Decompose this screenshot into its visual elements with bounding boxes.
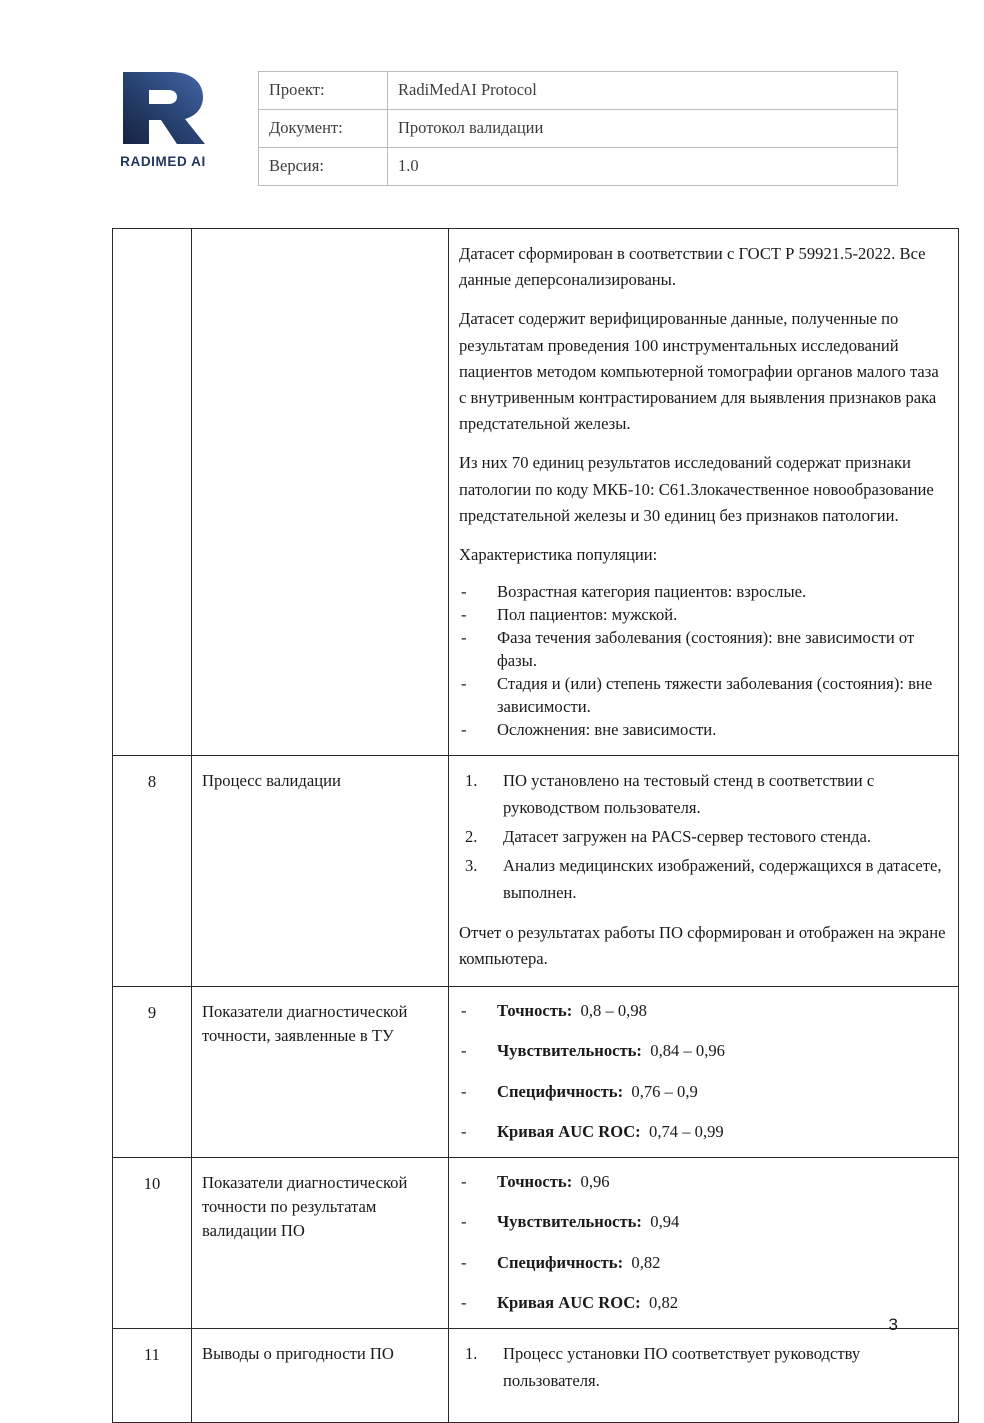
list-item — [459, 1291, 948, 1314]
list-item — [459, 768, 948, 822]
list-item — [459, 1210, 948, 1233]
dash-bullet-icon: - — [461, 1172, 467, 1192]
list-item — [459, 719, 948, 742]
info-value-version: 1.0 — [388, 148, 898, 186]
page-header — [0, 0, 984, 210]
list-marker: 3. — [465, 856, 478, 876]
list-item — [459, 999, 948, 1022]
dash-bullet-icon: - — [461, 605, 467, 625]
row-content-cell — [449, 229, 959, 756]
validation-report-paragraph: Отчет о результатах работы ПО сформирован и отображен на экране компьютера. — [459, 922, 946, 969]
metric-value-text: 0,74 – 0,99 — [649, 1121, 724, 1141]
declared-metrics-list — [459, 999, 948, 1143]
dash-bullet-icon: - — [461, 1252, 467, 1272]
row-number-cell: 8 — [113, 756, 192, 987]
info-row-document — [259, 110, 898, 148]
metric-label: Специфичность: — [497, 1252, 624, 1272]
metric-value-text: 0,96 — [580, 1172, 610, 1192]
metric-value-text: 0,94 — [650, 1212, 680, 1232]
row-content-cell — [449, 1158, 959, 1329]
validation-steps-list — [459, 768, 948, 906]
document-info-table — [258, 71, 898, 186]
list-item-text: Датасет загружен на PACS-сервер тестового стенда. — [503, 827, 872, 847]
list-item — [459, 604, 948, 627]
conclusions-list — [459, 1341, 948, 1395]
list-item — [459, 1080, 948, 1103]
metric-label: Кривая AUC ROC: — [497, 1292, 641, 1312]
page-number: 3 — [888, 1315, 898, 1334]
info-value-document: Протокол валидации — [388, 110, 898, 148]
validation-protocol-table — [112, 228, 959, 1423]
dataset-paragraph-gost: Датасет сформирован в соответствии с ГОСТ Р 59921.5-2022. Все данные деперсонализированы. — [459, 244, 926, 290]
list-item-text: ПО установлено на тестовый стенд в соответствии с руководством пользователя. — [503, 771, 875, 818]
metric-label: Точность: — [497, 1001, 573, 1021]
dash-bullet-icon: - — [461, 1081, 467, 1101]
list-item-text: Осложнения: вне зависимости. — [497, 719, 717, 739]
table-row-declared-accuracy — [113, 987, 959, 1158]
list-item-text: Пол пациентов: мужской. — [497, 605, 678, 625]
info-label-version: Версия: — [259, 148, 388, 186]
list-item — [459, 853, 948, 907]
info-row-project — [259, 72, 898, 110]
info-row-version — [259, 148, 898, 186]
dash-bullet-icon: - — [461, 673, 467, 693]
metric-value-text: 0,84 – 0,96 — [650, 1041, 725, 1061]
table-row-dataset-continued — [113, 229, 959, 756]
list-item-text: Возрастная категория пациентов: взрослые. — [497, 582, 807, 602]
info-label-document: Документ: — [259, 110, 388, 148]
metric-value-text: 0,82 — [649, 1292, 679, 1312]
row-label-cell: Процесс валидации — [192, 756, 449, 987]
row-label-cell: Показатели диагностической точности, заявленные в ТУ — [192, 987, 449, 1158]
table-row-conclusions — [113, 1329, 959, 1423]
row-content-cell — [449, 756, 959, 987]
list-item — [459, 673, 948, 719]
metric-label: Кривая AUC ROC: — [497, 1121, 641, 1141]
dataset-paragraph-verified: Датасет содержит верифицированные данные, полученные по результатам проведения 100 инструментальных исследований пациентов методом компьютерной томографии органов малого таза с внутривенным контрастированием для выявления признаков рака предстательной железы. — [459, 309, 939, 434]
dash-bullet-icon: - — [461, 1001, 467, 1021]
row-number-cell: 9 — [113, 987, 192, 1158]
row-label-cell: Показатели диагностической точности по результатам валидации ПО — [192, 1158, 449, 1329]
row-label-cell — [192, 229, 449, 756]
company-logo — [104, 68, 222, 169]
list-item — [459, 1170, 948, 1193]
list-marker: 2. — [465, 827, 478, 847]
list-item — [459, 1039, 948, 1062]
list-marker: 1. — [465, 771, 478, 791]
dash-bullet-icon: - — [461, 1212, 467, 1232]
dash-bullet-icon: - — [461, 582, 467, 602]
logo-wordmark: RADIMED AI — [120, 154, 206, 169]
row-content-cell — [449, 1329, 959, 1423]
metric-value-text: 0,82 — [631, 1252, 661, 1272]
list-item-text: Анализ медицинских изображений, содержащихся в датасете, выполнен. — [503, 856, 942, 902]
row-label-cell: Выводы о пригодности ПО — [192, 1329, 449, 1423]
list-item-text: Процесс установки ПО соответствует руководству пользователя. — [503, 1344, 861, 1390]
metric-label: Специфичность: — [497, 1081, 624, 1101]
metric-value-text: 0,76 – 0,9 — [631, 1081, 698, 1101]
population-characteristics-heading: Характеристика популяции: — [459, 545, 658, 565]
metric-label: Чувствительность: — [497, 1041, 642, 1061]
list-item — [459, 1341, 948, 1395]
row-number-cell: 10 — [113, 1158, 192, 1329]
row-number-cell: 11 — [113, 1329, 192, 1423]
dash-bullet-icon: - — [461, 1121, 467, 1141]
dash-bullet-icon: - — [461, 1041, 467, 1061]
list-item-text: Фаза течения заболевания (состояния): вне зависимости от фазы. — [497, 628, 915, 670]
row-content-cell — [449, 987, 959, 1158]
metric-label: Точность: — [497, 1172, 573, 1192]
row-number-cell — [113, 229, 192, 756]
table-row-measured-accuracy — [113, 1158, 959, 1329]
population-characteristics-list — [459, 581, 948, 741]
list-item-text: Стадия и (или) степень тяжести заболевания (состояния): вне зависимости. — [497, 673, 933, 716]
list-item — [459, 581, 948, 604]
dash-bullet-icon: - — [461, 1292, 467, 1312]
info-value-project: RadiMedAI Protocol — [388, 72, 898, 110]
list-item — [459, 1120, 948, 1143]
list-item — [459, 824, 948, 851]
dataset-paragraph-pathology-split: Из них 70 единиц результатов исследований содержат признаки патологии по коду МКБ-10: C61.Злокачественное новообразование предстательной железы и 30 единиц без признаков патологии. — [459, 453, 934, 525]
radimed-r-logo-icon — [115, 68, 211, 148]
table-row-validation-process — [113, 756, 959, 987]
dash-bullet-icon: - — [461, 628, 467, 648]
metric-label: Чувствительность: — [497, 1212, 642, 1232]
measured-metrics-list — [459, 1170, 948, 1314]
list-item — [459, 1251, 948, 1274]
info-label-project: Проект: — [259, 72, 388, 110]
list-item — [459, 627, 948, 673]
metric-value-text: 0,8 – 0,98 — [580, 1001, 647, 1021]
dash-bullet-icon: - — [461, 719, 467, 739]
list-marker: 1. — [465, 1344, 478, 1363]
